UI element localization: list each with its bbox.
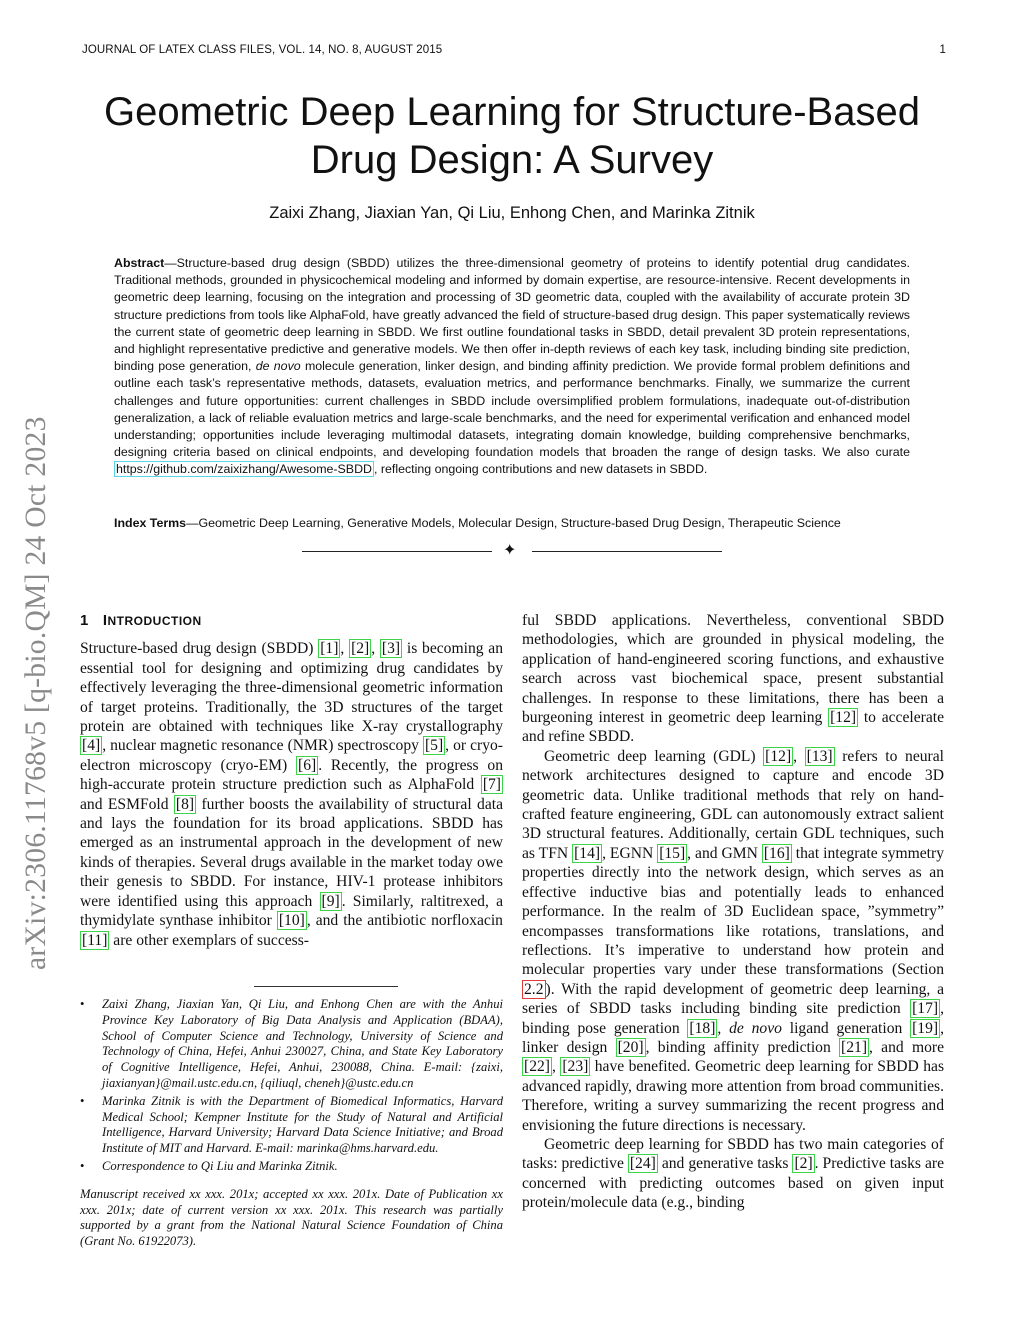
abstract-text-c: , reflecting ongoing contributions and new datasets in SBDD. bbox=[373, 462, 708, 477]
citation-link[interactable]: [21] bbox=[841, 1038, 868, 1056]
right-column bbox=[522, 611, 944, 1213]
text-run: , and GMN bbox=[687, 844, 762, 862]
footnote-affiliation-1 bbox=[80, 997, 503, 1092]
abstract bbox=[114, 255, 910, 479]
section-heading bbox=[80, 611, 503, 631]
intro-paragraph-3 bbox=[522, 1135, 944, 1213]
text-run: ). With the rapid development of geometric deep learning, a series of SBDD tasks including binding site prediction bbox=[522, 980, 944, 1018]
running-header bbox=[82, 44, 946, 56]
text-run: . Similarly, raltitrexed, a thymidylate synthase inhibitor bbox=[80, 892, 503, 930]
citation-link[interactable]: [2] bbox=[351, 640, 370, 658]
citation-link[interactable]: [14] bbox=[574, 844, 601, 862]
citation-link[interactable]: [3] bbox=[381, 640, 401, 658]
journal-header: JOURNAL OF LATEX CLASS FILES, VOL. 14, NO. 8, AUGUST 2015 bbox=[82, 44, 443, 56]
text-run: , bbox=[551, 1058, 561, 1076]
section-separator bbox=[302, 541, 722, 561]
text-run: , binding pose generation bbox=[522, 1000, 944, 1037]
citation-link[interactable]: [5] bbox=[424, 737, 444, 755]
intro-paragraph-1 bbox=[80, 639, 503, 950]
footnote-text: Correspondence to Qi Liu and Marinka Zitnik. bbox=[102, 1158, 338, 1173]
text-run: , and more bbox=[869, 1038, 944, 1056]
footnote-correspondence bbox=[80, 1159, 503, 1175]
text-run: , bbox=[340, 640, 350, 658]
text-run: , EGNN bbox=[602, 844, 658, 862]
text-run: . Recently, the progress on high-accurate protein structure prediction such as AlphaFold bbox=[80, 756, 504, 794]
abstract-emph: de novo bbox=[255, 359, 301, 374]
text-run: that integrate symmetry properties directly into the network design, which serves as an effective inductive bias and potentially leads to enhanced performance. In the realm of 3D Euclidean space, ”symmetry” encompasses transformations like rotations, translations, and reflections. It’s imperative to understand how protein and molecular properties vary under these transformations (Section bbox=[522, 844, 944, 979]
citation-link[interactable]: [12] bbox=[765, 747, 792, 765]
abstract-text-a: —Structure-based drug design (SBDD) utilizes the three-dimensional geometry of proteins to identify potential drug candidates. Traditional methods, grounded in physicochemical modeling and informed by domain expertise, are resource-intensive. Recent developments in geometric deep learning, focusing on the integration and processing of 3D geometric data, coupled with the availability of accurate protein 3D structure predictions from tools like AlphaFold, have greatly advanced the field of structure-based drug design. This paper systematically reviews the current state of geometric deep learning in SBDD. We first outline foundational tasks in SBDD, detail prevalent 3D protein representations, and highlight representative predictive and generative models. We then offer in-depth reviews of each key task, including binding site prediction, binding pose generation, bbox=[114, 256, 910, 374]
text-run: , or cryo-electron microscopy (cryo-EM) bbox=[80, 737, 504, 774]
intro-paragraph-1-cont bbox=[522, 611, 944, 747]
citation-link[interactable]: [15] bbox=[659, 844, 686, 862]
text-run: have benefited. Geometric deep learning for SBDD has advanced rapidly, drawing more attention from broad communities. Therefore, writing a survey summarizing the recent progress and envisioning the future directions is necessary. bbox=[522, 1058, 945, 1134]
bullet-icon: • bbox=[80, 1093, 85, 1108]
text-run: , bbox=[371, 640, 380, 658]
title-line-2: Drug Design: A Survey bbox=[310, 138, 714, 182]
text-run: Geometric deep learning for SBDD has two main categories of tasks: predictive bbox=[522, 1135, 944, 1173]
citation-link[interactable]: [10] bbox=[278, 912, 305, 930]
manuscript-note: Manuscript received xx xxx. 201x; accepted xx xxx. 201x. Date of Publication xx xxx. 201x; date of current version xx xxx. 201x. This research was partially supported by a grant from the National Natural Science Foundation of China (Grant No. 61922073). bbox=[80, 1186, 503, 1249]
text-run: are other exemplars of success- bbox=[109, 931, 310, 949]
citation-link[interactable]: [16] bbox=[763, 844, 790, 862]
text-run: , and the antibiotic norfloxacin bbox=[306, 912, 503, 930]
text-run: and ESMFold bbox=[80, 795, 174, 813]
index-terms-label: Index Terms bbox=[114, 516, 187, 530]
citation-link[interactable]: [4] bbox=[82, 737, 101, 755]
text-run: refers to neural network architectures designed to capture and encode 3D geometric data. Unlike traditional methods that rely on hand-crafted feature engineering, GDL can autonomously extract salient 3D structural features. Additionally, certain GDL techniques, such as TFN bbox=[522, 747, 944, 862]
bullet-icon: • bbox=[80, 1158, 85, 1173]
citation-link[interactable]: [24] bbox=[629, 1155, 656, 1173]
text-run: , binding affinity prediction bbox=[645, 1038, 840, 1056]
citation-link[interactable]: [9] bbox=[321, 892, 340, 910]
paper-title bbox=[60, 88, 964, 184]
arxiv-stamp: arXiv:2306.11768v5 [q-bio.QM] 24 Oct 2023 bbox=[20, 416, 52, 970]
footnote-affiliation-2 bbox=[80, 1094, 503, 1157]
section-ref-link[interactable]: 2.2 bbox=[524, 980, 544, 998]
text-run: , nuclear magnetic resonance (NMR) spectroscopy bbox=[102, 737, 423, 755]
emphasis: de novo bbox=[729, 1019, 782, 1037]
author-list: Zaixi Zhang, Jiaxian Yan, Qi Liu, Enhong Chen, and Marinka Zitnik bbox=[269, 204, 755, 222]
text-run: ful SBDD applications. Nevertheless, conventional SBDD methodologies, which are grounded in physical modeling, the application of hand-engineered scoring functions, and exhaustive search across vast biochemical space, present substantial challenges. In response to these limitations, there has been a burgeoning interest in geometric deep learning bbox=[522, 612, 944, 727]
text-run: . Predictive tasks are concerned with predicting outcomes based on given input protein/molecule data (e.g., binding bbox=[522, 1155, 944, 1212]
citation-link[interactable]: [13] bbox=[806, 747, 833, 765]
text-run: further boosts the availability of structural data and lays the foundation for its broad applications. SBDD has emerged as an instrumental approach in the development of new kinds of therapies. Several drugs available in the market today owe their genesis to SBDD. For instance, HIV-1 protease inhibitors were identified using this approach bbox=[80, 795, 504, 910]
section-title-rest: NTRODUCTION bbox=[107, 614, 202, 628]
index-terms bbox=[114, 516, 910, 530]
text-run: and generative tasks bbox=[657, 1155, 793, 1173]
text-run: , bbox=[793, 747, 805, 765]
section-title-initial: I bbox=[102, 612, 108, 629]
citation-link[interactable]: [19] bbox=[912, 1019, 939, 1037]
abstract-text-b: molecule generation, linker design, and binding affinity prediction. We provide formal problem definitions and outline each task’s representative methods, datasets, evaluation metrics, and performance benchmarks. Finally, we summarize the current challenges and future opportunities: current challenges in SBDD include oversimplified problem formulations, inadequate out-of-distribution generalization, a lack of reliable evaluation metrics and large-scale benchmarks, and the need for experimental verification and enhanced model understanding; opportunities include leveraging multimodal datasets, integrating domain knowledge, building comprehensive benchmarks, designing criteria based on clinical endpoints, and developing foundation models that broaden the range of design tasks. We also curate bbox=[114, 359, 910, 460]
citation-link[interactable]: [2] bbox=[794, 1155, 813, 1173]
citation-link[interactable]: [8] bbox=[175, 795, 195, 813]
separator-star-icon: ✦ bbox=[503, 542, 517, 559]
citation-link[interactable]: [22] bbox=[524, 1058, 550, 1076]
footnote-text: Marinka Zitnik is with the Department of Biomedical Informatics, Harvard Medical School; Kempner Institute for the Study of Natural and Artificial Intelligence, Harvard University; Harvard Data Science Initiative; and Broad Institute of MIT and Harvard. E-mail: marinka@hms.harvard.edu. bbox=[102, 1093, 503, 1156]
left-column bbox=[80, 611, 503, 950]
text-run: to accelerate and refine SBDD. bbox=[522, 709, 944, 746]
index-terms-text: —Geometric Deep Learning, Generative Models, Molecular Design, Structure-based Drug Design, Therapeutic Science bbox=[186, 516, 841, 530]
citation-link[interactable]: [11] bbox=[82, 931, 108, 949]
citation-link[interactable]: [12] bbox=[830, 709, 857, 727]
text-run: , bbox=[717, 1019, 730, 1037]
text-run: Structure-based drug design (SBDD) bbox=[80, 640, 319, 658]
footnotes bbox=[80, 997, 503, 1250]
footnote-text: Zaixi Zhang, Jiaxian Yan, Qi Liu, and Enhong Chen are with the Anhui Province Key Laboratory of Big Data Analysis and Application (BDAA), School of Computer Science and Technology, University of Science and Technology of China, Hefei, Anhui 230027, China, and State Key Laboratory of Cognitive Intelligence, Hefei, Anhui, 230088, China. E-mail: {zaixi, jiaxianyan}@mail.ustc.edu.cn, {qiliuql, cheneh}@ustc.edu.cn bbox=[102, 997, 503, 1090]
citation-link[interactable]: [17] bbox=[912, 1000, 939, 1018]
footnote-rule bbox=[254, 986, 398, 987]
page-number: 1 bbox=[939, 44, 946, 56]
separator-line-left bbox=[302, 551, 492, 552]
intro-paragraph-2 bbox=[522, 747, 944, 1135]
citation-link[interactable]: [23] bbox=[562, 1058, 589, 1076]
text-run: is becoming an essential tool for designing and optimizing drug candidates by effectively leveraging the three-dimensional geometric information of target proteins. Traditionally, the 3D structures of the target protein are obtained with techniques like X-ray crystallography bbox=[80, 640, 504, 736]
citation-link[interactable]: [7] bbox=[482, 776, 501, 794]
title-line-1: Geometric Deep Learning for Structure-Based bbox=[104, 90, 920, 134]
citation-link[interactable]: [18] bbox=[689, 1019, 716, 1037]
bullet-icon: • bbox=[80, 997, 85, 1011]
citation-link[interactable]: [1] bbox=[320, 640, 339, 658]
github-link[interactable]: https://github.com/zaixizhang/Awesome-SBDD bbox=[116, 462, 372, 477]
separator-line-right bbox=[532, 551, 722, 552]
text-run: , linker design bbox=[522, 1019, 944, 1056]
text-run: ligand generation bbox=[781, 1019, 911, 1037]
section-number: 1 bbox=[80, 612, 89, 629]
citation-link[interactable]: [20] bbox=[617, 1038, 644, 1056]
abstract-label: Abstract bbox=[114, 256, 165, 270]
citation-link[interactable]: [6] bbox=[298, 756, 317, 774]
text-run: Geometric deep learning (GDL) bbox=[544, 747, 764, 765]
